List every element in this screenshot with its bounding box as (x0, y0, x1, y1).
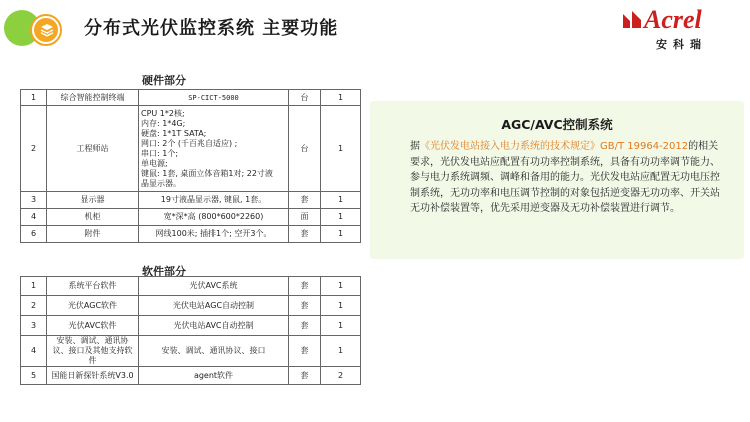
spec-line: 19寸液晶显示器, 键鼠, 1套。 (160, 195, 267, 204)
hardware-section-title: 硬件部分 (142, 74, 186, 87)
spec-line: 宽*深*高 (800*600*2260) (163, 212, 264, 221)
header (0, 0, 750, 58)
panel-text-prefix: 据 (410, 141, 420, 152)
item-unit: 台 (289, 106, 321, 192)
item-qty: 1 (321, 226, 361, 243)
row-number: 2 (21, 106, 47, 192)
item-unit: 套 (289, 367, 321, 385)
item-name: 附件 (47, 226, 139, 243)
table-row (21, 296, 361, 316)
logo-text: Acrel (644, 5, 702, 34)
table-row (21, 226, 361, 243)
item-qty: 1 (321, 336, 361, 367)
item-name: 综合智能控制终端 (47, 90, 139, 106)
item-unit: 面 (289, 209, 321, 226)
item-spec: 光伏电站AGC自动控制 (139, 296, 289, 316)
item-unit: 套 (289, 226, 321, 243)
software-section-title: 软件部分 (142, 265, 186, 278)
item-name: 系统平台软件 (47, 277, 139, 296)
item-spec (139, 106, 289, 192)
item-qty: 2 (321, 367, 361, 385)
row-number: 3 (21, 192, 47, 209)
item-spec: 光伏AVC系统 (139, 277, 289, 296)
row-number: 6 (21, 226, 47, 243)
row-number: 3 (21, 316, 47, 336)
item-qty: 1 (321, 106, 361, 192)
title-icon (4, 10, 68, 50)
table-row (21, 336, 361, 367)
software-table (20, 276, 361, 385)
spec-line: 内存: 1*4G; (141, 118, 186, 128)
item-unit: 套 (289, 192, 321, 209)
item-qty: 1 (321, 90, 361, 106)
spec-line: 单电源; (141, 158, 168, 168)
agc-avc-panel (370, 101, 744, 259)
row-number: 4 (21, 336, 47, 367)
item-spec (139, 192, 289, 209)
item-qty: 1 (321, 316, 361, 336)
item-qty: 1 (321, 209, 361, 226)
item-spec: 安装、调试、通讯协议、接口 (139, 336, 289, 367)
item-unit: 套 (289, 316, 321, 336)
table-row (21, 106, 361, 192)
panel-text (410, 139, 728, 217)
row-number: 1 (21, 90, 47, 106)
item-name: 光伏AVC软件 (47, 316, 139, 336)
hardware-table (20, 89, 361, 243)
item-name: 国能日新探针系统V3.0 (47, 367, 139, 385)
spec-line: 网线100米; 插排1个; 空开3个。 (155, 229, 272, 238)
item-spec (139, 90, 289, 106)
page-title: 分布式光伏监控系统 主要功能 (84, 18, 339, 39)
spec-line: 键鼠: 1套, 桌面立体音箱1对; 22寸液 (141, 168, 273, 178)
item-spec: agent软件 (139, 367, 289, 385)
row-number: 5 (21, 367, 47, 385)
item-unit: 台 (289, 90, 321, 106)
table-row (21, 209, 361, 226)
item-spec (139, 226, 289, 243)
spec-line: CPU 1*2核; (141, 108, 185, 118)
item-name: 机柜 (47, 209, 139, 226)
logo-mark-icon (620, 8, 644, 32)
item-spec: 光伏电站AVC自动控制 (139, 316, 289, 336)
item-qty: 1 (321, 192, 361, 209)
row-number: 2 (21, 296, 47, 316)
spec-line: 晶显示器。 (141, 178, 181, 188)
item-unit: 套 (289, 336, 321, 367)
item-qty: 1 (321, 277, 361, 296)
row-number: 1 (21, 277, 47, 296)
item-qty: 1 (321, 296, 361, 316)
item-unit: 套 (289, 277, 321, 296)
table-row (21, 367, 361, 385)
panel-text-body: 的相关要求，光伏发电站应配置有功功率控制系统，具备有功功率调节能力、参与电力系统调频、调峰和备用的能力。光伏发电站应配置无功电压控制系统，无功功率和电压调节控制的对象包括逆变器无功功率、开关站无功补偿装置等，优先采用逆变器及无功补偿装置进行调节。 (410, 141, 720, 214)
item-spec (139, 209, 289, 226)
spec-line: 串口: 1个; (141, 148, 179, 158)
panel-text-highlight: 《光伏发电站接入电力系统的技术规定》GB/T 19964-2012 (420, 141, 689, 152)
layers-icon (39, 22, 55, 38)
item-unit: 套 (289, 296, 321, 316)
acrel-logo (620, 6, 738, 54)
table-row (21, 277, 361, 296)
spec-line: 硬盘: 1*1T SATA; (141, 128, 207, 138)
item-name: 安装、调试、通讯协议、接口及其他支持软件 (47, 336, 139, 367)
table-row (21, 316, 361, 336)
panel-title: AGC/AVC控制系统 (501, 117, 613, 132)
spec-line: SP-CICT-5000 (188, 93, 239, 102)
item-name: 工程师站 (47, 106, 139, 192)
table-row (21, 90, 361, 106)
table-row (21, 192, 361, 209)
logo-subtext: 安科瑞 (656, 38, 707, 51)
item-name: 光伏AGC软件 (47, 296, 139, 316)
row-number: 4 (21, 209, 47, 226)
spec-line: 网口: 2个 (千百兆自适应) ; (141, 138, 238, 148)
item-name: 显示器 (47, 192, 139, 209)
